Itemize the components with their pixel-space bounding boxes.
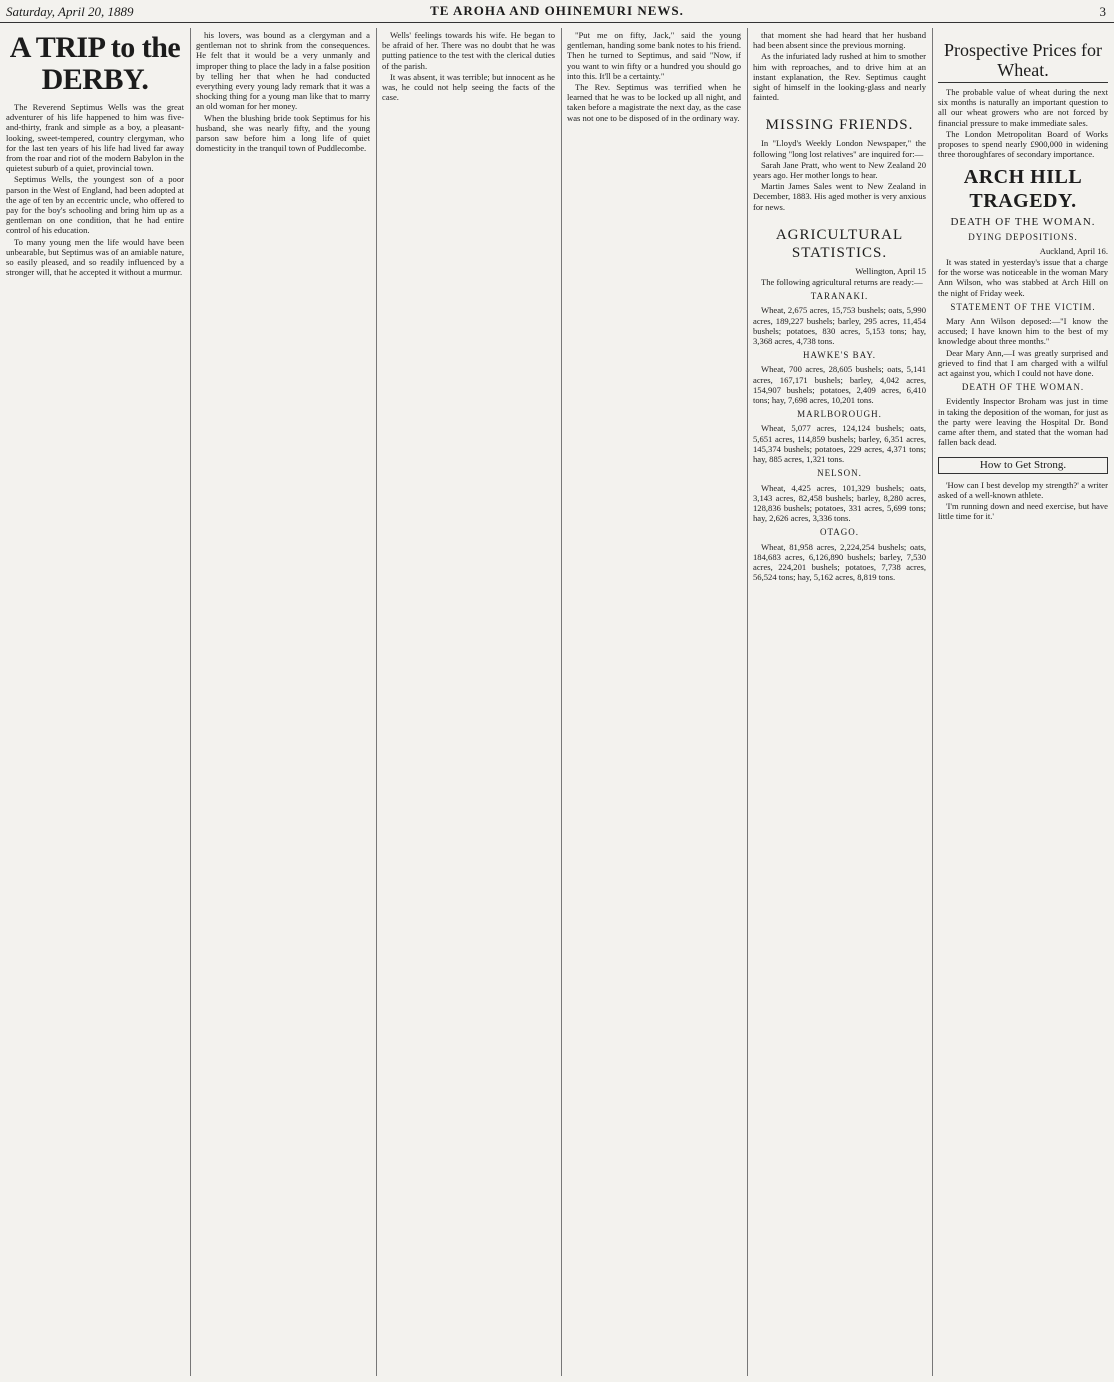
region-stats: Wheat, 81,958 acres, 2,224,254 bushels; oats, 184,683 acres, 6,126,890 bushels; barley, 7,530 acres, 224,201 bushels; potatoes, 7,738 acres, 56,524 tons; hay, 5,162 acres, 8,819 tons. — [753, 541, 926, 583]
masthead — [0, 0, 1114, 23]
article-paragraph: Mary Ann Wilson deposed:—"I know the accused; I have known him to the best of my knowledge about three months." — [938, 316, 1108, 347]
dateline: Auckland, April 16. — [1039, 245, 1108, 256]
article-paragraph: The Reverend Septimus Wells was the great adventurer of his life happened to him was five-and-thirty, frank and simple as a boy, a pleasant-looking, sweet-tempered, country clergyman, who for the last ten years of his life had lived far away from the roar and riot of the modern Babylon in the quietest suburb of a quiet, provincial town. — [6, 102, 184, 174]
article-paragraph: The following agricultural returns are ready:— — [761, 277, 923, 288]
article-paragraph: To many young men the life would have been unbearable, but Septimus was of an amiable nature, so easily pleased, and so readily influenced by a stronger will, that he accepted it without a murmur. — [6, 236, 184, 278]
region-stats: Wheat, 5,077 acres, 124,124 bushels; oats, 5,651 acres, 114,859 bushels; barley, 6,351 acres, 145,374 bushels; potatoes, 229 acres, 4,371 tons; hay, 885 acres, 1,321 tons. — [753, 423, 926, 465]
article-paragraph: Dear Mary Ann,—I was greatly surprised and grieved to find that I am charged with a wilful act against you, which I could not have done. — [938, 347, 1108, 379]
article-paragraph: 'How can I best develop my strength?' a writer asked of a well-known athlete. — [938, 479, 1108, 500]
column-rule — [376, 28, 377, 1376]
column-1 — [6, 30, 184, 1375]
article-paragraph: The Rev. Septimus was terrified when he learned that he was to be locked up all night, and taken before a magistrate the next day, as the case was not one to be disposed of in the ordinary way. — [567, 82, 741, 123]
region-heading: OTAGO. — [819, 527, 860, 538]
column-2 — [196, 30, 370, 1375]
article-paragraph: It was stated in yesterday's issue that a charge for the worse was noticeable in the woman Mary Ann Wilson, who was stabbed at Arch Hill on the night of Friday week. — [938, 257, 1108, 298]
region-stats: Wheat, 4,425 acres, 101,329 bushels; oats, 3,143 acres, 82,458 bushels; barley, 8,280 acres, 128,836 bushels; potatoes, 331 acres, 5,699 tons; hay, 2,626 acres, 3,336 tons. — [753, 482, 926, 524]
headline-arch-hill-tragedy: ARCH HILL TRAGEDY. — [963, 166, 1083, 213]
article-paragraph: Sarah Jane Pratt, who went to New Zealand 20 years ago. Her mother longs to hear. — [753, 159, 926, 181]
article-paragraph: As the infuriated lady rushed at him to smother him with reproaches, and to drive him at an instant explanation, the Rev. Septimus caught sight of himself in the looking-glass and nearly fainted. — [753, 51, 926, 103]
article-paragraph: Martin James Sales went to New Zealand in December, 1883. His aged mother is very anxious for news. — [753, 181, 926, 212]
article-paragraph: It was absent, it was terrible; but innocent as he was, he could not help seeing the facts of the case. — [382, 71, 555, 103]
column-3 — [382, 30, 555, 1375]
region-stats: Wheat, 2,675 acres, 15,753 bushels; oats, 5,990 acres, 189,227 bushels; barley, 295 acres, 11,454 bushels; potatoes, 830 acres, 5,153 tons; hay, 3,368 acres, 4,738 tons. — [753, 305, 926, 347]
region-heading: NELSON. — [817, 468, 862, 479]
column-rule — [932, 28, 933, 1376]
subheading-statement-of-victim: STATEMENT OF THE VICTIM. — [950, 301, 1096, 312]
dateline: Wellington, April 15 — [855, 265, 926, 276]
article-paragraph: When the blushing bride took Septimus for his husband, she was nearly fifty, and the young parson saw before him a long life of quiet domesticity in the tranquil town of Puddlecombe. — [196, 112, 370, 154]
subheading-death-of-the-woman: DEATH OF THE WOMAN. — [950, 216, 1096, 229]
article-paragraph: 'I'm running down and need exercise, but have little time for it.' — [938, 501, 1108, 522]
article-paragraph: The probable value of wheat during the next six months is naturally an important question to all our wheat growers who are not forced by financial pressure to make immediate sales. — [938, 87, 1108, 128]
article-paragraph: In "Lloyd's Weekly London Newspaper," the following "long lost relatives" are inquired for:— — [753, 138, 926, 159]
region-stats: Wheat, 700 acres, 28,605 bushels; oats, 5,141 acres, 167,171 bushels; barley, 4,042 acres, 154,907 bushels; potatoes, 2,409 acres, 6,410 tons; hay, 7,698 acres, 10,201 tons. — [753, 364, 926, 406]
column-rule — [747, 28, 748, 1376]
masthead-page-number: 3 — [1099, 4, 1106, 19]
article-paragraph: that moment she had heard that her husband had been absent since the previous morning. — [753, 30, 926, 51]
column-rule — [190, 28, 191, 1376]
subheading-death-of-the-woman-2: DEATH OF THE WOMAN. — [961, 382, 1085, 393]
section-heading-agricultural-statistics: AGRICULTURAL STATISTICS. — [775, 226, 904, 261]
column-4 — [567, 30, 741, 1375]
column-5 — [753, 30, 926, 1375]
article-paragraph: Septimus Wells, the youngest son of a poor parson in the West of England, had been adopted at the age of ten by an eccentric uncle, who offered to pay for the boy's schooling and bring him up as a gentleman on one condition, that he had entire control of his education. — [6, 174, 184, 236]
section-heading-how-to-get-strong: How to Get Strong. — [938, 457, 1108, 473]
masthead-date: Saturday, April 20, 1889 — [6, 4, 134, 19]
subheading-dying-depositions: DYING DEPOSITIONS. — [968, 231, 1078, 242]
article-paragraph: Evidently Inspector Broham was just in time in taking the deposition of the woman, for just as the party were leaving the Hospital Dr. Bond came after them, and stated that the woman had fallen back dead. — [938, 396, 1108, 448]
column-6 — [938, 30, 1108, 1375]
region-heading: TARANAKI. — [810, 291, 869, 302]
section-heading-missing-friends: MISSING FRIENDS. — [765, 117, 914, 134]
article-headline: A TRIP to the DERBY. — [9, 31, 181, 96]
article-paragraph: his lovers, was bound as a clergyman and a gentleman not to shrink from the consequences. He felt that it would be a very unmanly and improper thing to place the lady in a false position by telling her that when he had conducted everything every young lady remark that it was a shocking thing for a young man like that to marry an old woman for her money. — [196, 30, 370, 112]
region-heading: HAWKE'S BAY. — [803, 350, 876, 361]
region-heading: MARLBOROUGH. — [797, 409, 882, 420]
masthead-title: TE AROHA AND OHINEMURI NEWS. — [430, 3, 684, 18]
article-paragraph: "Put me on fifty, Jack," said the young gentleman, handing some bank notes to his friend. Then he turned to Septimus, and said "Now, if you want to win fifty or a hundred you should go into this. It'll be a certainty." — [567, 30, 741, 81]
section-heading-prospective-prices: Prospective Prices for Wheat. — [938, 40, 1108, 83]
column-rule — [561, 28, 562, 1376]
article-paragraph: Wells' feelings towards his wife. He began to be afraid of her. There was no doubt that he was putting patience to the test with the clerical duties of the parish. — [382, 30, 555, 71]
article-paragraph: The London Metropolitan Board of Works proposes to spend nearly £900,000 in widening three thoroughfares of secondary importance. — [938, 128, 1108, 160]
